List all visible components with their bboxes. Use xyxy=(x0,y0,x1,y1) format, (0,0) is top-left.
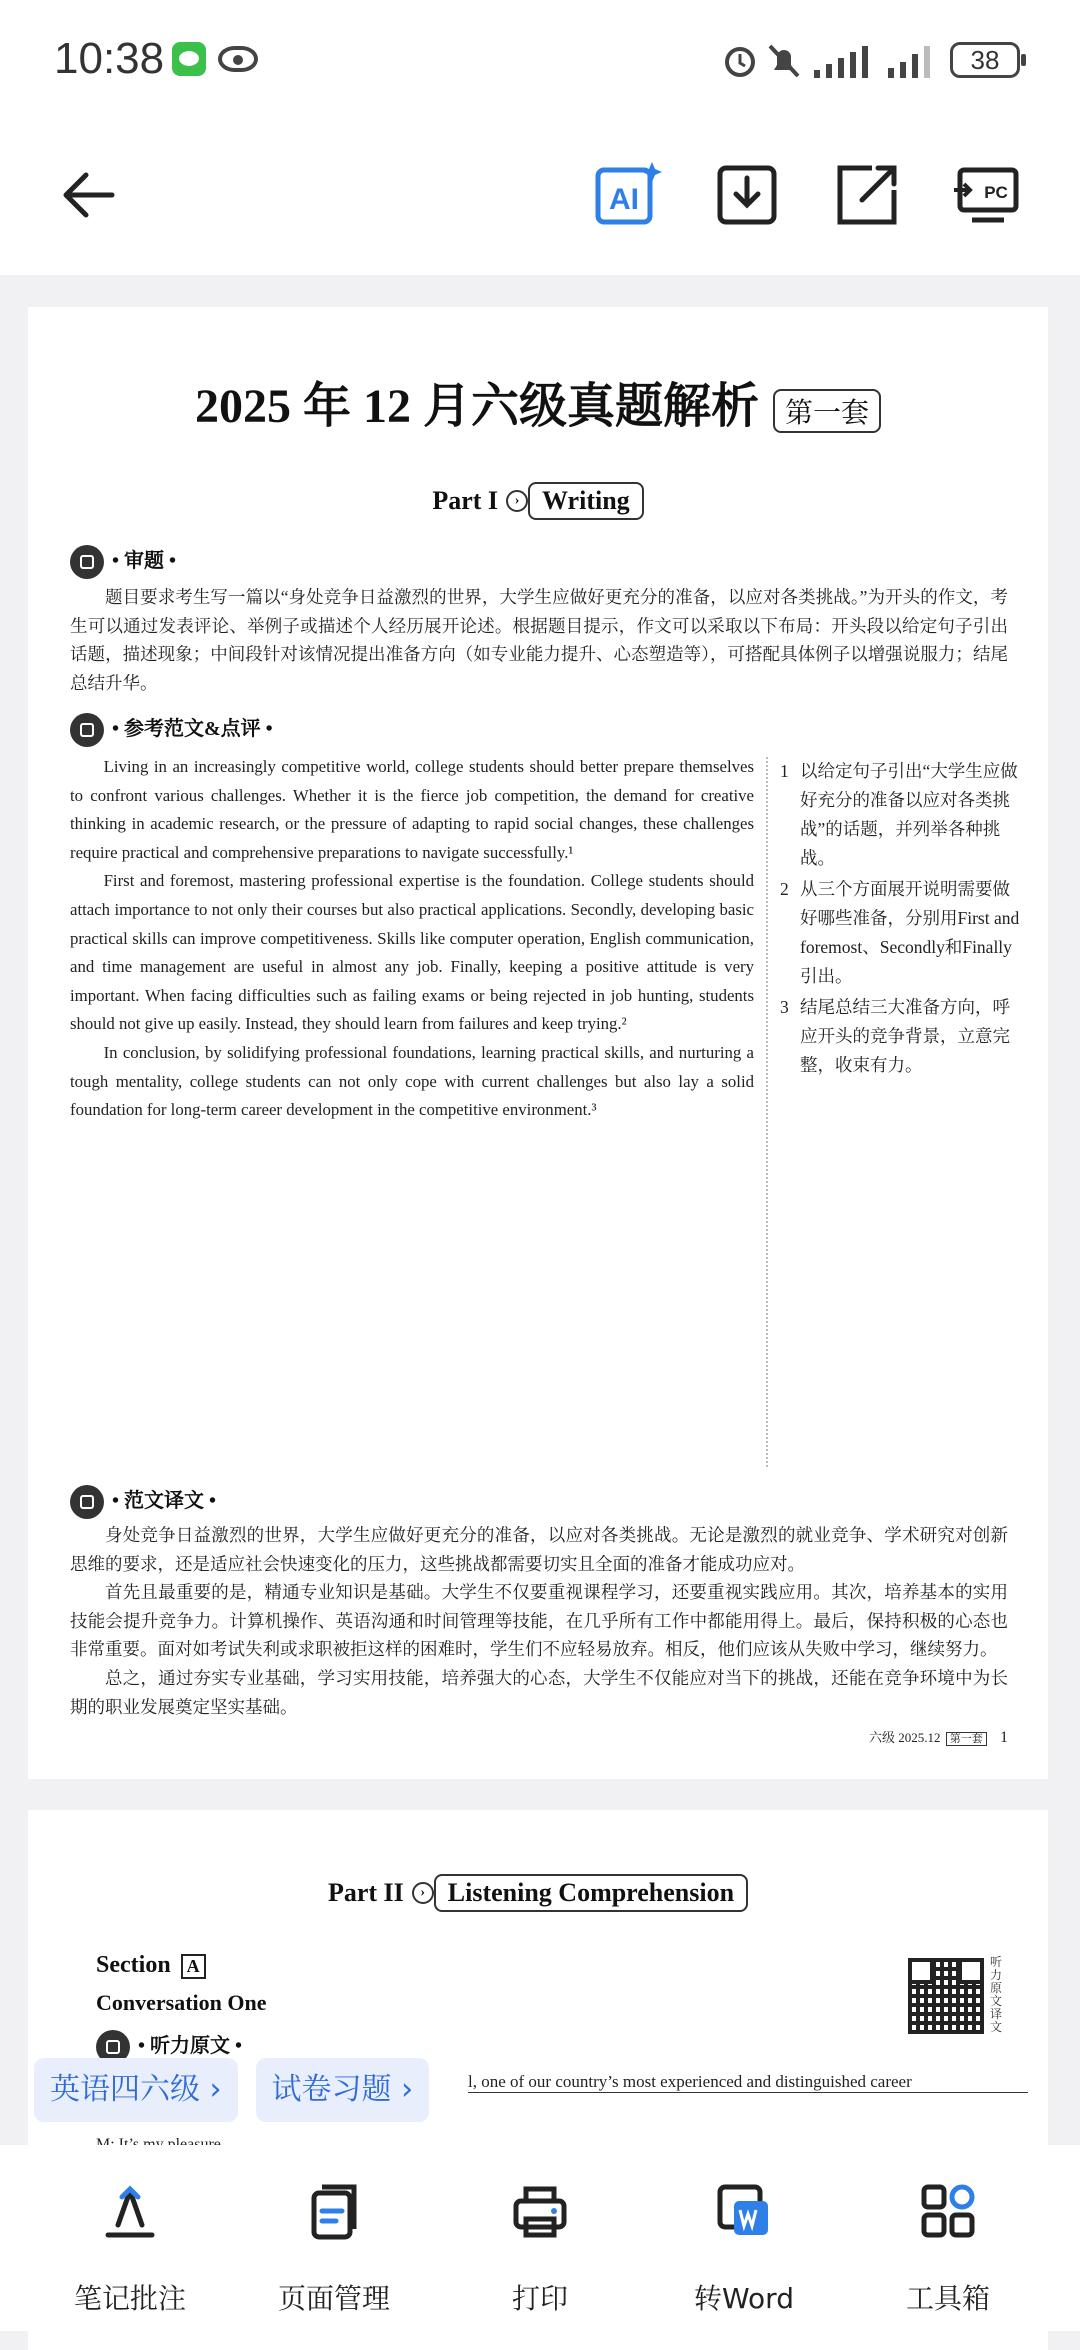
review-paragraph xyxy=(70,583,1008,697)
footer-text: 六级 2025.12 xyxy=(868,1730,941,1745)
ai-icon xyxy=(592,160,662,230)
signal-icon-2 xyxy=(886,40,938,80)
qr-code[interactable] xyxy=(908,1958,984,2034)
sample-essay xyxy=(70,753,754,1125)
nav-label: 笔记批注 xyxy=(73,2282,186,2315)
mute-bell-icon xyxy=(764,40,804,80)
part-label: Part I xyxy=(432,486,499,515)
document-page-1 xyxy=(28,307,1048,1779)
translation-paragraph: 首先且最重要的是，精通专业知识是基础。大学生不仅要重视课程学习，还要重视实践应用。其次，培养基本的实用技能会提升竞争力。计算机操作、英语沟通和时间管理等技能，在几乎所有工作中都能用得上。最后，保持积极的心态也非常重要。面对如考试失利或求职被拒这样的困难时，学生们不应轻易放弃。相反，他们应该从失败中学习，继续努力。 xyxy=(70,1582,1008,1660)
alarm-icon xyxy=(720,40,760,80)
page-number: 1 xyxy=(1000,1729,1008,1746)
status-time: 10:38 xyxy=(54,34,165,83)
nav-print[interactable] xyxy=(440,2145,640,2331)
transcript-line: l, one of our country’s most experienced and distinguished career xyxy=(468,2072,1028,2093)
nav-label: 转Word xyxy=(694,2282,794,2315)
doc-title-text: 2025 年 12 月六级真题解析 xyxy=(194,380,759,433)
nav-label: 工具箱 xyxy=(905,2282,990,2315)
review-icon xyxy=(70,545,104,579)
bottom-nav xyxy=(0,2145,1080,2331)
note-text: 以给定句子引出“大学生应做好充分的准备以应对各类挑战”的话题，并列举各种挑战。 xyxy=(800,761,1018,868)
nav-pages[interactable] xyxy=(234,2145,434,2331)
eye-icon xyxy=(218,46,258,72)
back-arrow-icon[interactable] xyxy=(54,160,124,230)
wechat-icon xyxy=(172,42,206,76)
translation-paragraph: 总之，通过夯实专业基础，学习实用技能，培养强大的心态，大学生不仅能应对当下的挑战，还能在竞争环境中为长期的职业发展奠定坚实基础。 xyxy=(70,1667,1008,1717)
pc-label: PC xyxy=(984,183,1008,202)
note-text: 从三个方面展开说明需要做好哪些准备，分别用First and foremost、Secondly和Finally引出。 xyxy=(800,879,1020,986)
note-number: 2 xyxy=(780,879,789,899)
footer-tag: 第一套 xyxy=(946,1732,987,1746)
toolbox-icon xyxy=(918,2181,978,2241)
chip-exercises[interactable]: 试卷习题 › xyxy=(256,2058,430,2122)
section-label-text: Section xyxy=(96,1952,171,1978)
download-icon[interactable] xyxy=(712,160,782,230)
section-letter: A xyxy=(181,1954,206,1979)
word-icon xyxy=(714,2181,774,2241)
section-heading-sample xyxy=(70,711,273,747)
nav-to-word[interactable] xyxy=(644,2145,844,2331)
pc-icon xyxy=(952,160,1022,230)
section-title: • 听力原文 • xyxy=(138,2035,243,2057)
flag-icon xyxy=(70,713,104,747)
note-text: 结尾总结三大准备方向，呼应开头的竞争背景，立意完整，收束有力。 xyxy=(800,997,1010,1075)
translation-paragraph: 身处竞争日益激烈的世界，大学生应做好更充分的准备，以应对各类挑战。无论是激烈的就业竞争、学术研究对创新思维的要求，还是适应社会快速变化的压力，这些挑战都需要切实且全面的准备才能成功应对。 xyxy=(70,1525,1008,1574)
part-name: › Listening Comprehension xyxy=(434,1874,748,1912)
note-number: 1 xyxy=(780,761,789,781)
pages-icon xyxy=(304,2181,364,2241)
essay-paragraph: First and foremost, mastering professional expertise is the foundation. College students should attach importance to not only their courses but also practical applications. Secondly, developing basic practical skills can improve competitiveness. Skills like computer operation, English communication, and time management are useful in almost any job. Finally, keeping a positive attitude is very important. When facing difficulties such as failing exams or being rejected in job hunting, students should not give up easily. Instead, they should learn from failures and keep trying.² xyxy=(70,871,754,1034)
section-label xyxy=(96,1952,206,1979)
part-label: Part II xyxy=(327,1878,404,1907)
part-heading xyxy=(28,1874,1048,1912)
section-heading-translation xyxy=(70,1483,216,1519)
page-footer xyxy=(869,1727,1008,1747)
section-title: • 参考范文&点评 • xyxy=(112,718,273,740)
ai-button[interactable] xyxy=(592,160,662,230)
nav-toolbox[interactable] xyxy=(848,2145,1048,2331)
doc-title xyxy=(28,367,1048,436)
nav-label: 页面管理 xyxy=(277,2282,390,2315)
note-item xyxy=(780,757,1020,873)
category-chips xyxy=(34,2058,429,2122)
note-number: 3 xyxy=(780,997,789,1017)
pen-icon xyxy=(70,1485,104,1519)
doc-title-tag: 第一套 xyxy=(773,389,881,433)
qr-caption: 听力原文译文 xyxy=(990,1955,1003,2034)
essay-paragraph: In conclusion, by solidifying professional foundations, learning practical skills, and nurturing a tough mentality, college students can not only cope with current challenges but also lay a solid foundation for long-term career development in the competitive environment.³ xyxy=(70,1042,754,1120)
signal-icon-1 xyxy=(812,40,878,80)
chip-cet[interactable]: 英语四六级 › xyxy=(34,2058,238,2122)
translation-text xyxy=(70,1521,1008,1721)
review-text: 题目要求考生写一篇以“身处竞争日益激烈的世界，大学生应做好更充分的准备，以应对各类挑战。”为开头的作文，考生可以通过发表评论、举例子或描述个人经历展开论述。根据题目提示，作文可以采取以下布局：开头段以给定句子引出话题，描述现象；中间段针对该情况提出准备方向（如专业能力提升、心态塑造等），可搭配具体例子以增强说服力；结尾总结升华。 xyxy=(70,587,1008,693)
section-heading-review xyxy=(70,543,176,579)
note-item xyxy=(780,993,1020,1080)
pc-button[interactable] xyxy=(952,160,1022,230)
annotate-icon xyxy=(100,2181,160,2241)
note-item xyxy=(780,875,1020,991)
nav-annotate[interactable] xyxy=(30,2145,230,2331)
nav-label: 打印 xyxy=(511,2282,568,2315)
notes-divider xyxy=(766,757,768,1467)
share-icon[interactable] xyxy=(832,160,902,230)
section-title: • 范文译文 • xyxy=(112,1490,217,1512)
comment-notes xyxy=(780,757,1020,1082)
battery-indicator: 38 xyxy=(950,42,1020,78)
conversation-title: Conversation One xyxy=(96,1990,267,2015)
top-toolbar xyxy=(0,120,1080,275)
print-icon xyxy=(510,2181,570,2241)
section-title: • 审题 • xyxy=(112,550,177,572)
part-heading xyxy=(28,482,1048,520)
part-name: › Writing xyxy=(528,482,644,520)
status-bar xyxy=(0,0,1080,120)
essay-paragraph: Living in an increasingly competitive world, college students should better prepare themselves to confront various challenges. Whether it is the fierce job competition, the demand for creative thinking in academic research, or the pressure of adapting to rapid social changes, these challenges require practical and comprehensive preparations to navigate successfully.¹ xyxy=(70,757,754,862)
ai-label: AI xyxy=(609,183,639,216)
